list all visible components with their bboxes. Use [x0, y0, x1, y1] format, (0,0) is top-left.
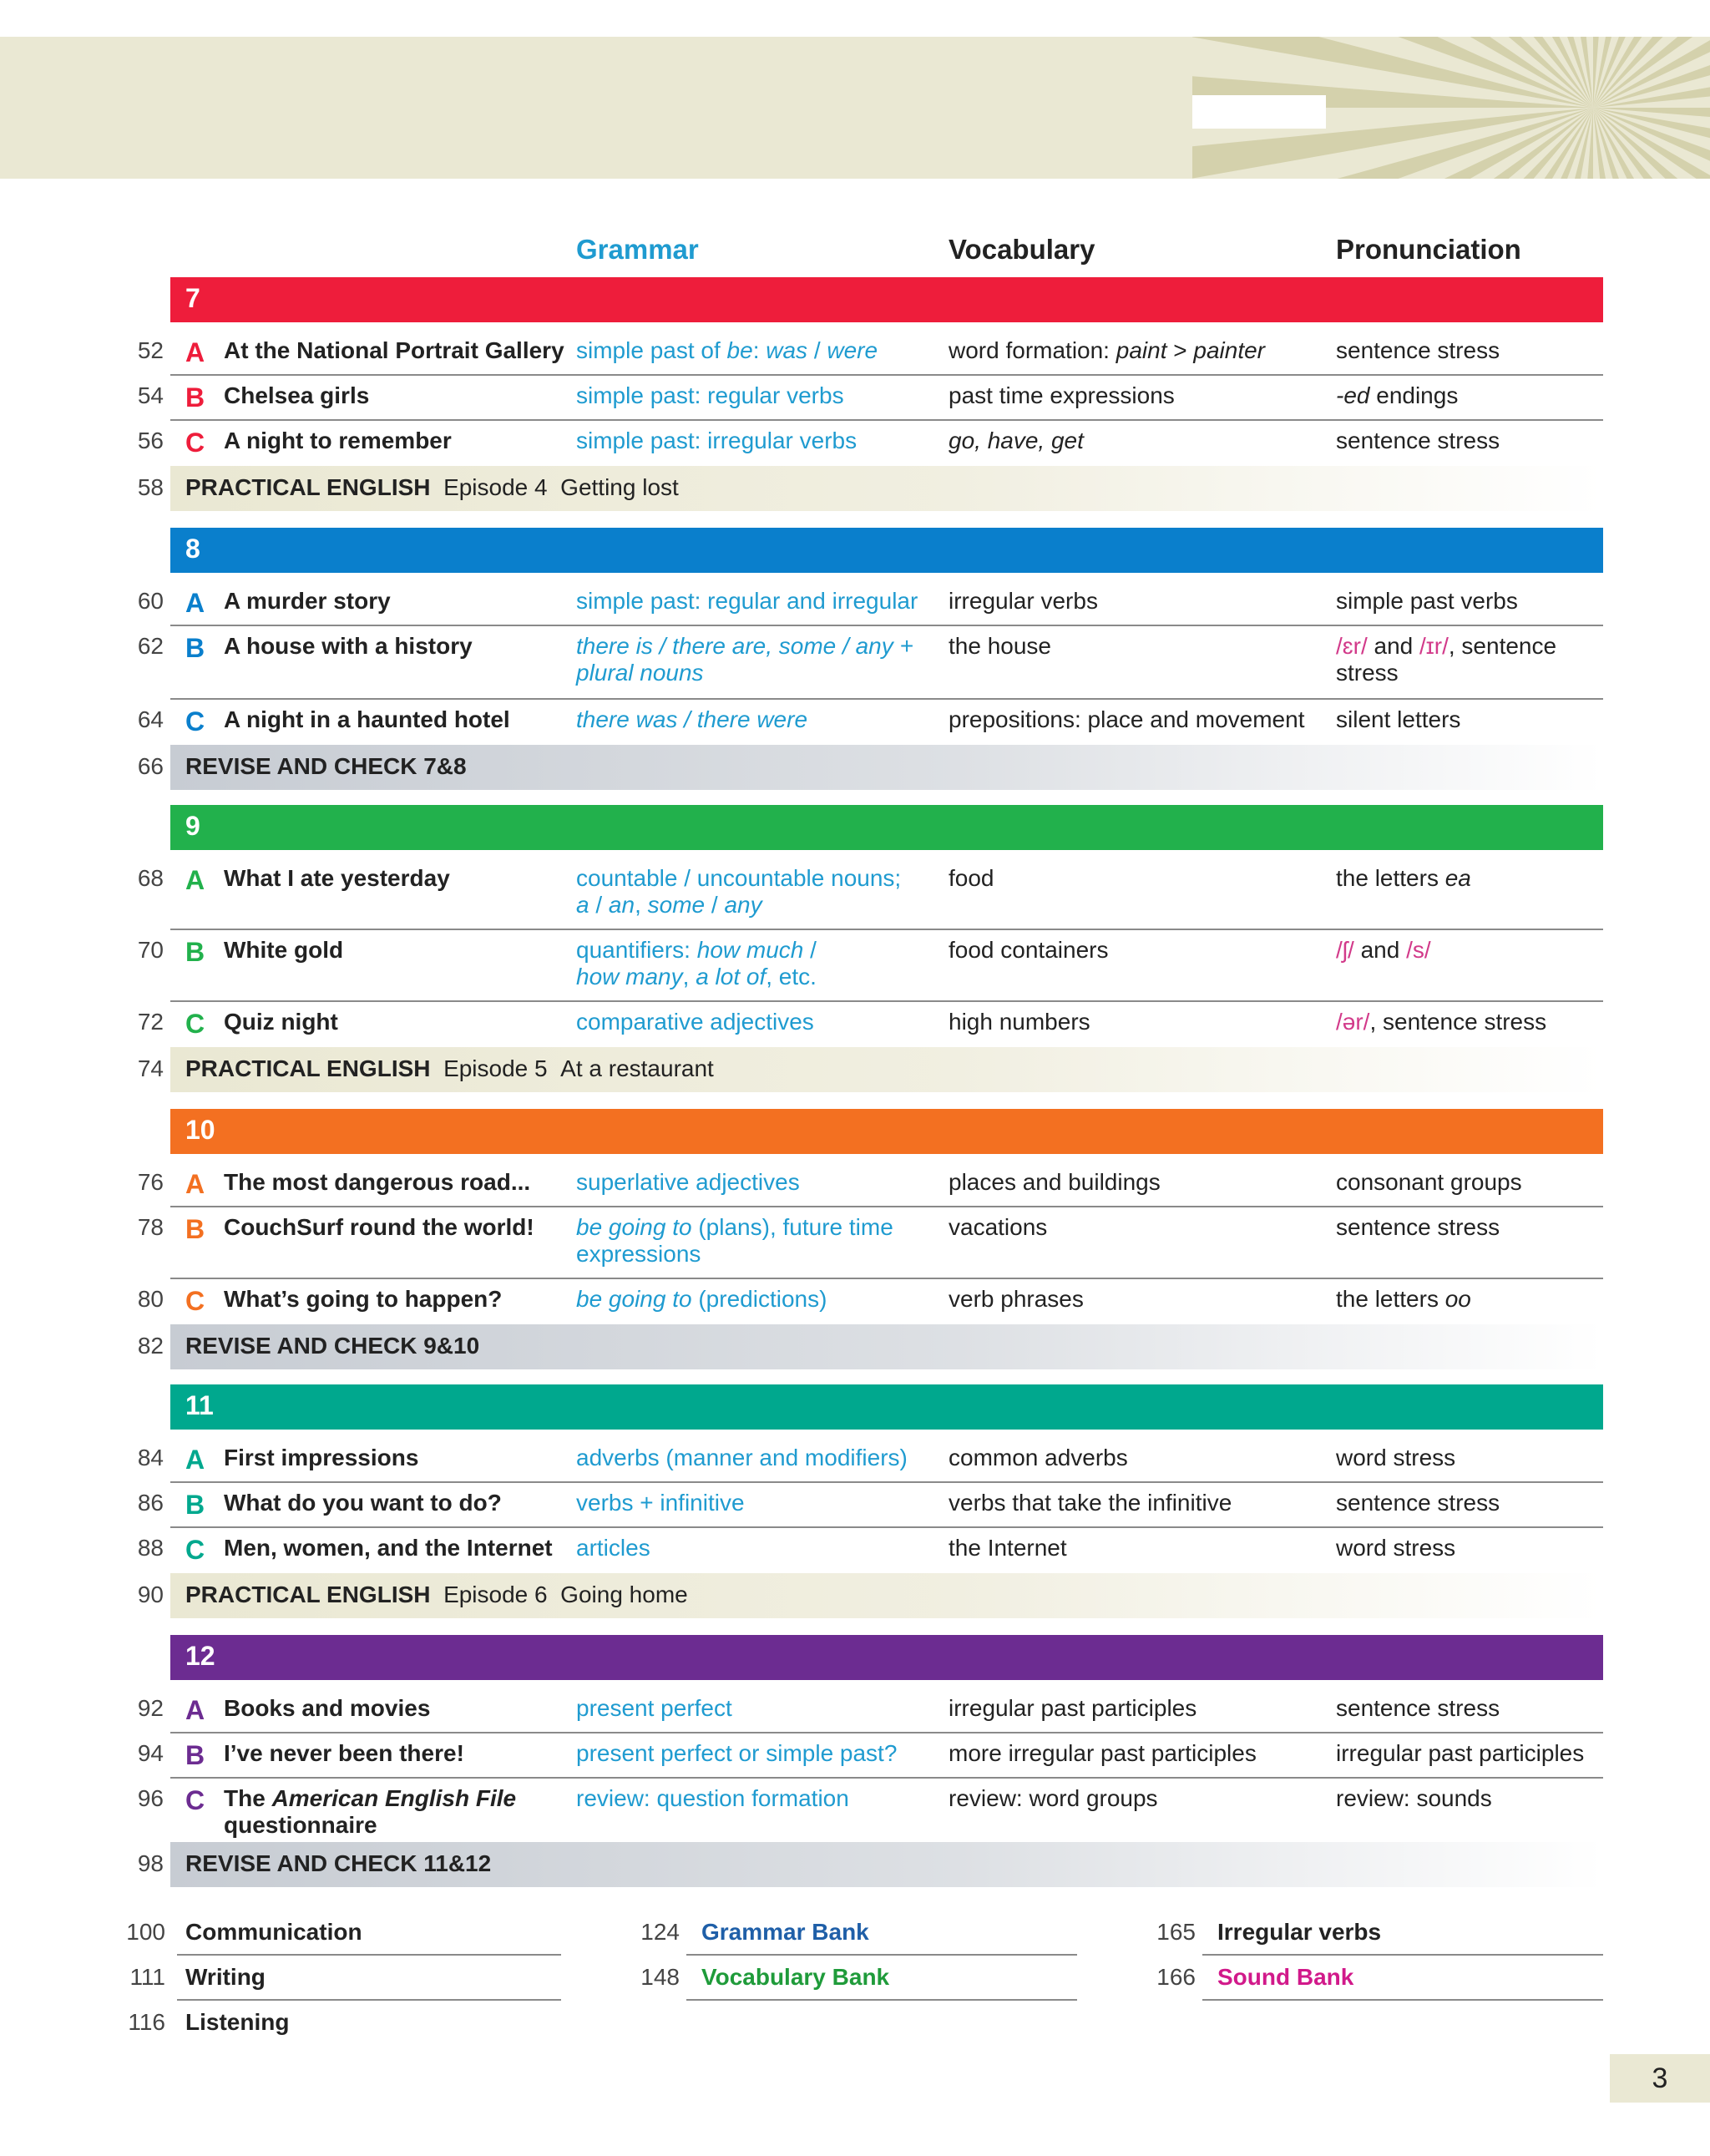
band-label: REVISE AND CHECK 7&8: [185, 753, 467, 779]
row-divider: [170, 929, 1603, 930]
lesson-title: A night to remember: [224, 428, 452, 453]
pronunciation-topic: sentence stress: [1336, 428, 1500, 453]
episode-label: Episode 5: [443, 1055, 548, 1081]
vocabulary-topic: more irregular past participles: [949, 1740, 1257, 1766]
lesson-title: The American English File questionnaire: [224, 1785, 517, 1838]
band-label: REVISE AND CHECK 9&10: [185, 1333, 480, 1359]
footer-label: Sound Bank: [1217, 1964, 1354, 1990]
lesson-title: Chelsea girls: [224, 382, 370, 408]
lesson-letter: A: [185, 588, 205, 618]
lesson-letter: B: [185, 1214, 205, 1244]
pronunciation-topic: consonant groups: [1336, 1169, 1522, 1195]
row-divider: [170, 1278, 1603, 1279]
grammar-topic: present perfect: [576, 1695, 732, 1721]
grammar-topic: superlative adjectives: [576, 1169, 800, 1195]
lesson-title: What I ate yesterday: [224, 865, 450, 891]
vocabulary-topic: food containers: [949, 937, 1109, 963]
vocabulary-topic: the Internet: [949, 1535, 1067, 1561]
lesson-letter: C: [185, 428, 205, 458]
header-banner: [0, 37, 1710, 179]
pronunciation-header: Pronunciation: [1336, 234, 1521, 265]
pronunciation-topic: review: sounds: [1336, 1785, 1492, 1811]
page-number: 94: [137, 1740, 164, 1766]
pronunciation-topic: [1336, 633, 1603, 686]
phonetic-symbol: /ɛr/: [1336, 633, 1368, 659]
unit-12-bar: [170, 1635, 1603, 1680]
pronunciation-topic: word stress: [1336, 1445, 1456, 1470]
grammar-topic: verbs + infinitive: [576, 1490, 745, 1516]
grammar-topic: be going to (plans), future time expressions: [576, 1214, 893, 1267]
vocabulary-topic: places and buildings: [949, 1169, 1161, 1195]
unit-8-bar: [170, 528, 1603, 573]
row-divider: [170, 698, 1603, 700]
lesson-title: Men, women, and the Internet: [224, 1535, 553, 1561]
lesson-letter: B: [185, 1490, 205, 1520]
row-divider: [170, 1777, 1603, 1779]
pronunciation-topic: the letters ea: [1336, 865, 1471, 891]
grammar-topic: be going to (predictions): [576, 1286, 827, 1312]
page-number: 166: [1156, 1964, 1196, 1990]
lesson-title: The most dangerous road...: [224, 1169, 531, 1195]
pronunciation-topic: -ed endings: [1336, 382, 1459, 408]
row-divider: [177, 1999, 561, 2001]
footer-label: Vocabulary Bank: [701, 1964, 890, 1990]
pron-and: and: [1374, 633, 1414, 659]
grammar-topic: adverbs (manner and modifiers): [576, 1445, 908, 1470]
vocabulary-topic: vacations: [949, 1214, 1048, 1240]
banner-white-strip: [1192, 95, 1326, 129]
vocabulary-topic: prepositions: place and movement: [949, 706, 1305, 732]
pronunciation-topic: sentence stress: [1336, 337, 1500, 363]
unit-7-bar: [170, 277, 1603, 322]
lesson-letter: B: [185, 633, 205, 663]
practical-english-band[interactable]: [170, 466, 1603, 511]
page-number: 116: [128, 2009, 165, 2035]
lesson-title: What do you want to do?: [224, 1490, 502, 1516]
grammar-topic: countable / uncountable nouns; a / an, some / any: [576, 865, 902, 918]
vocabulary-header: Vocabulary: [949, 234, 1095, 265]
lesson-letter: C: [185, 1535, 205, 1565]
phonetic-symbol: /ər/: [1336, 1009, 1370, 1035]
pronunciation-topic: silent letters: [1336, 706, 1461, 732]
lesson-title: A murder story: [224, 588, 391, 614]
revise-and-check-band[interactable]: [170, 1842, 1603, 1887]
revise-and-check-band[interactable]: [170, 745, 1603, 790]
page-number: 82: [137, 1333, 164, 1359]
vocabulary-topic: irregular past participles: [949, 1695, 1197, 1721]
episode-title: At a restaurant: [560, 1055, 714, 1081]
band-label: PRACTICAL ENGLISH: [185, 1055, 431, 1081]
row-divider: [1202, 1954, 1603, 1956]
phonetic-symbol: /ʃ/: [1336, 937, 1354, 963]
row-divider: [170, 1732, 1603, 1733]
vocabulary-topic: word formation: paint > painter: [949, 337, 1266, 363]
lesson-letter: B: [185, 382, 205, 412]
pronunciation-topic: simple past verbs: [1336, 588, 1518, 614]
grammar-topic: simple past: regular and irregular: [576, 588, 918, 614]
unit-number: 11: [185, 1390, 214, 1420]
page-number: 148: [640, 1964, 680, 1990]
page-number: 60: [137, 588, 164, 614]
lesson-title: Books and movies: [224, 1695, 431, 1721]
pron-rest: , sentence stress: [1336, 633, 1557, 686]
row-divider: [170, 1206, 1603, 1207]
band-label: PRACTICAL ENGLISH: [185, 474, 431, 500]
grammar-topic: there was / there were: [576, 706, 808, 732]
page-number: 58: [137, 474, 164, 500]
page-number: 92: [137, 1695, 164, 1721]
page-number: 80: [137, 1286, 164, 1312]
page-number: 54: [137, 382, 164, 408]
phonetic-symbol: /s/: [1406, 937, 1431, 963]
phonetic-symbol: /ɪr/: [1419, 633, 1449, 659]
lesson-letter: A: [185, 1169, 205, 1199]
lesson-title: CouchSurf round the world!: [224, 1214, 534, 1240]
lesson-title: White gold: [224, 937, 344, 963]
unit-number: 8: [185, 534, 200, 564]
lesson-letter: A: [185, 337, 205, 367]
sunburst-decoration: [1192, 37, 1710, 179]
lesson-letter: B: [185, 1740, 205, 1770]
page-number: 86: [137, 1490, 164, 1516]
episode-title: Getting lost: [560, 474, 679, 500]
page-number: 72: [137, 1009, 164, 1035]
pronunciation-topic: word stress: [1336, 1535, 1456, 1561]
grammar-topic: articles: [576, 1535, 650, 1561]
band-label: REVISE AND CHECK 11&12: [185, 1850, 492, 1876]
vocabulary-topic: irregular verbs: [949, 588, 1098, 614]
grammar-topic: comparative adjectives: [576, 1009, 814, 1035]
row-divider: [1202, 1999, 1603, 2001]
row-divider: [170, 419, 1603, 421]
vocabulary-topic: verbs that take the infinitive: [949, 1490, 1232, 1516]
lesson-title: What’s going to happen?: [224, 1286, 503, 1312]
pronunciation-topic: sentence stress: [1336, 1490, 1500, 1516]
grammar-topic: there is / there are, some / any + plural nouns: [576, 633, 913, 686]
lesson-letter: C: [185, 706, 205, 736]
episode-title: Going home: [560, 1582, 688, 1607]
vocabulary-topic: food: [949, 865, 994, 891]
page-number: 96: [137, 1785, 164, 1811]
lesson-letter: C: [185, 1785, 205, 1815]
page-number: 76: [137, 1169, 164, 1195]
page-number: 68: [137, 865, 164, 891]
vocabulary-topic: past time expressions: [949, 382, 1175, 408]
pronunciation-topic: [1336, 1009, 1603, 1035]
page-number: 62: [137, 633, 164, 659]
unit-number: 7: [185, 283, 200, 313]
grammar-topic: simple past: irregular verbs: [576, 428, 858, 453]
vocabulary-topic: verb phrases: [949, 1286, 1084, 1312]
footer-label: Writing: [185, 1964, 266, 1990]
unit-number: 10: [185, 1115, 215, 1145]
practical-english-band[interactable]: [170, 1573, 1603, 1618]
row-divider: [686, 1954, 1077, 1956]
episode-label: Episode 4: [443, 474, 548, 500]
page-number: 78: [137, 1214, 164, 1240]
lesson-title: I’ve never been there!: [224, 1740, 464, 1766]
lesson-letter: C: [185, 1009, 205, 1039]
page-number-box: 3: [1610, 2054, 1710, 2103]
page-number: 70: [137, 937, 164, 963]
lesson-letter: A: [185, 1445, 205, 1475]
row-divider: [177, 1954, 561, 1956]
vocabulary-topic: common adverbs: [949, 1445, 1128, 1470]
pronunciation-topic: [1336, 937, 1603, 964]
grammar-topic: review: question formation: [576, 1785, 849, 1811]
revise-and-check-band[interactable]: [170, 1324, 1603, 1369]
row-divider: [170, 374, 1603, 376]
page-number: 90: [137, 1582, 164, 1607]
lesson-letter: A: [185, 1695, 205, 1725]
vocabulary-topic: high numbers: [949, 1009, 1090, 1035]
page-number: 111: [129, 1964, 165, 1990]
pronunciation-topic: the letters oo: [1336, 1286, 1471, 1312]
episode-label: Episode 6: [443, 1582, 548, 1607]
pronunciation-topic: irregular past participles: [1336, 1740, 1585, 1766]
page-number: 74: [137, 1055, 164, 1081]
pronunciation-topic: sentence stress: [1336, 1695, 1500, 1721]
vocabulary-topic: go, have, get: [949, 428, 1084, 453]
row-divider: [686, 1999, 1077, 2001]
page-number: 165: [1156, 1919, 1196, 1945]
page-number: 84: [137, 1445, 164, 1470]
grammar-topic: simple past: regular verbs: [576, 382, 844, 408]
page-number: 52: [137, 337, 164, 363]
pron-and: and: [1360, 937, 1400, 963]
page-number: 64: [137, 706, 164, 732]
page-number: 100: [126, 1919, 165, 1945]
unit-9-bar: [170, 805, 1603, 850]
lesson-title: A house with a history: [224, 633, 473, 659]
lesson-title: Quiz night: [224, 1009, 338, 1035]
footer-label: Listening: [185, 2009, 290, 2035]
lesson-title: At the National Portrait Gallery: [224, 337, 564, 363]
footer-label: Irregular verbs: [1217, 1919, 1382, 1945]
grammar-topic: quantifiers: how much / how many, a lot of, etc.: [576, 937, 817, 989]
grammar-topic: simple past of be: was / were: [576, 337, 878, 363]
unit-11-bar: [170, 1384, 1603, 1430]
page-number: 56: [137, 428, 164, 453]
unit-number: 9: [185, 811, 200, 841]
page-number: 124: [640, 1919, 680, 1945]
grammar-topic: present perfect or simple past?: [576, 1740, 898, 1766]
row-divider: [170, 625, 1603, 626]
grammar-header: Grammar: [576, 234, 699, 265]
unit-number: 12: [185, 1641, 215, 1671]
pronunciation-topic: sentence stress: [1336, 1214, 1500, 1240]
page-number: 98: [137, 1850, 164, 1876]
lesson-title: First impressions: [224, 1445, 419, 1470]
band-label: PRACTICAL ENGLISH: [185, 1582, 431, 1607]
vocabulary-topic: the house: [949, 633, 1051, 659]
practical-english-band[interactable]: [170, 1047, 1603, 1092]
footer-label: Communication: [185, 1919, 362, 1945]
lesson-letter: B: [185, 937, 205, 967]
unit-10-bar: [170, 1109, 1603, 1154]
pron-rest: , sentence stress: [1369, 1009, 1547, 1035]
row-divider: [170, 1526, 1603, 1528]
row-divider: [170, 1481, 1603, 1483]
row-divider: [170, 1000, 1603, 1002]
lesson-title: A night in a haunted hotel: [224, 706, 510, 732]
lesson-letter: C: [185, 1286, 205, 1316]
page-number: 88: [137, 1535, 164, 1561]
lesson-letter: A: [185, 865, 205, 895]
vocabulary-topic: review: word groups: [949, 1785, 1158, 1811]
footer-label: Grammar Bank: [701, 1919, 869, 1945]
page-number: 66: [137, 753, 164, 779]
